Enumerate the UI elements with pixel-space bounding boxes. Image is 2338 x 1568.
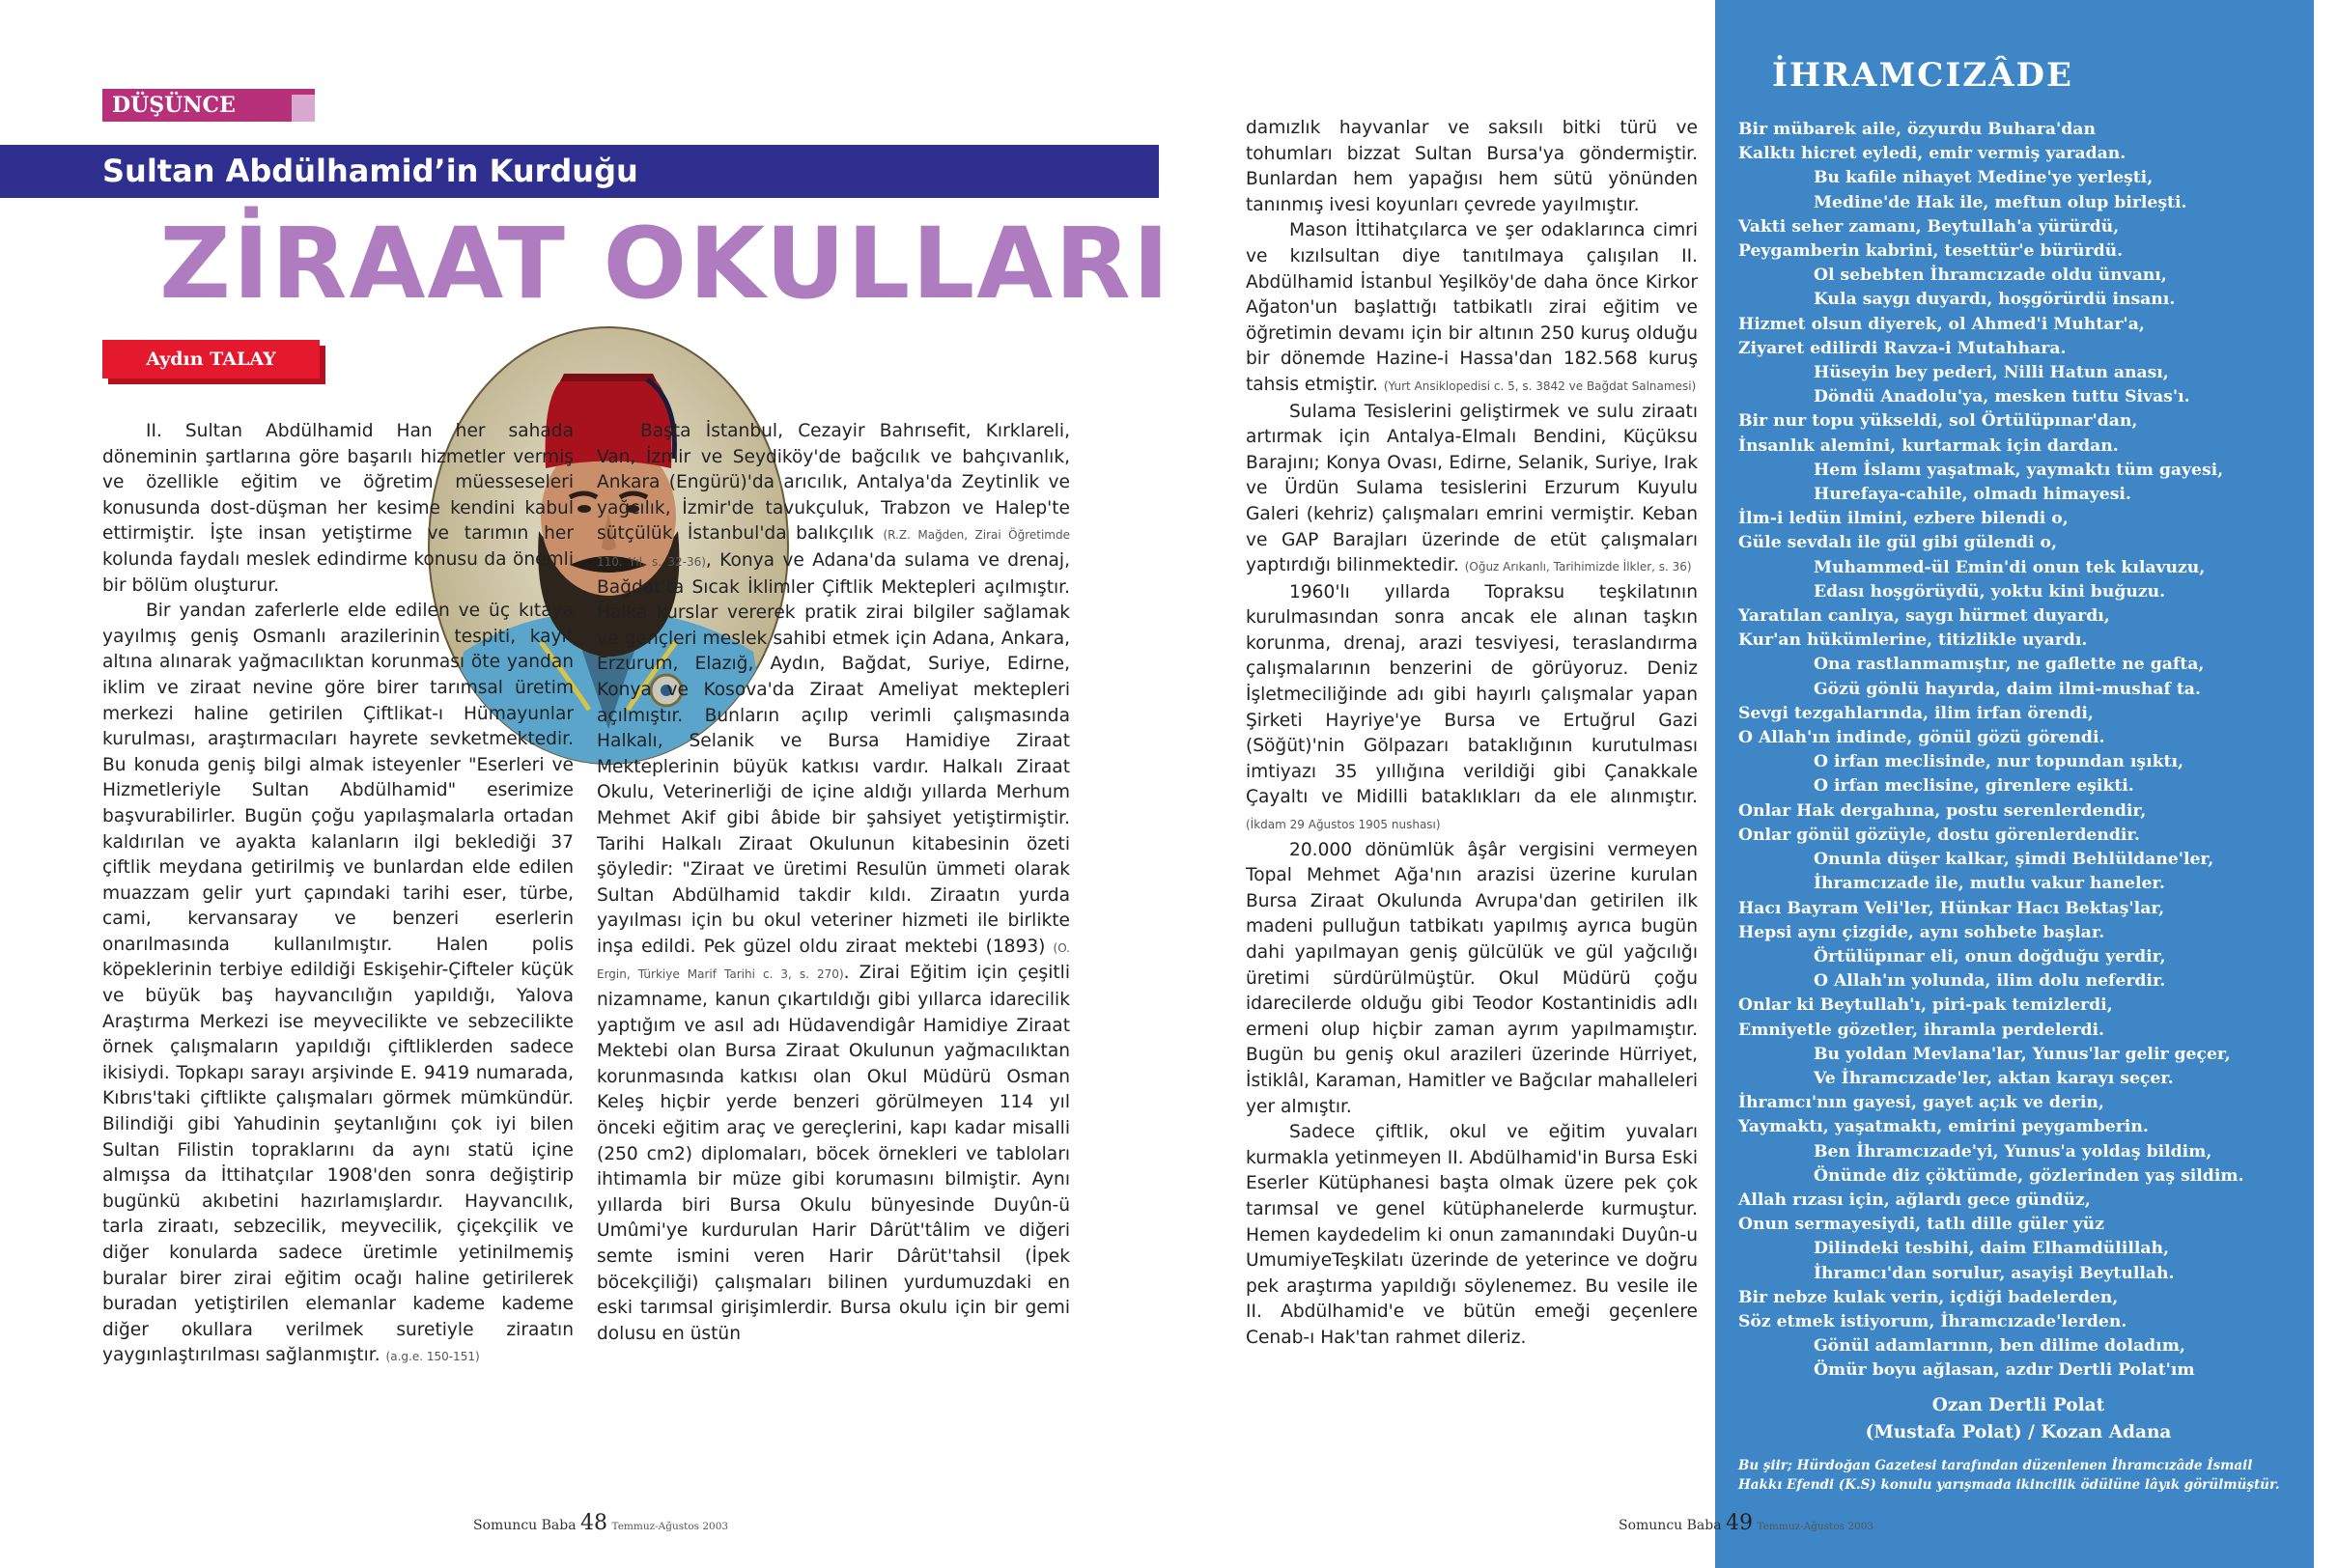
section-tag-accent <box>292 95 315 122</box>
poem-line: Ol sebebten İhramcızade oldu ünvanı, <box>1814 266 2167 286</box>
poem-line: Hüseyin bey pederi, Nilli Hatun anası, <box>1814 363 2169 383</box>
column-2 <box>597 419 1070 1347</box>
poem-line: O irfan meclisinde, nur topundan ışıktı, <box>1814 752 2183 772</box>
poem-line: İlm-i ledün ilmini, ezbere bilendi o, <box>1738 509 2069 529</box>
section-tag-label: DÜŞÜNCE <box>112 93 236 118</box>
poem-line: Önünde diz çöktümde, gözlerinden yaş sildim. <box>1814 1165 2244 1186</box>
col1-paragraph-2-text: Bir yandan zaferlerle elde edilen ve üç kıtaya yayılmış geniş Osmanlı arazilerinin tespiti, kayıt altına alınarak yağmacılıktan korunması öte yandan iklim ve ziraat nevine göre birer tarımsal üretim merkezi haline getirilen Çiftlikat-ı Hümayunlar kurulması, araştırmacıları hayrete sevketmektedir. Bu konuda geniş bilgi almak isteyenler "Eserleri ve Hizmetleriyle Sultan Abdülhamid" eserimize başvurabilirler. Bugün çoğu yapılaşmalarla ortadan kaldırılan ve ayakta kalanların ilgi beklediği 37 çiftlik meydana getirilmiş ve bunlardan elde edilen muazzam gelir yurt çapındaki tarihi eser, türbe, cami, kervansaray ve benzeri eserlerin onarılmasında kullanılmıştır. Halen polis köpeklerinin terbiye edildiği Eskişehir-Çifteler küçük ve büyük baş hayvancılığın yapıldığı, Yalova Araştırma Merkezi ise meyvecilikte ve sebzecilikte örnek çalışmaların yapıldığı çiftliklerden sadece ikisiydi. Topkapı sarayı arşivinde E. 9419 numarada, Kıbrıs'taki çiftlikte çalışmaları görmek mümkündür. Bilindiği gibi Yahudinin şeytanlığını çok iyi bilen Sultan Filistin topraklarını da aynı statü içine almışsa da İttihatçılar 1908'den sonra değiştirip bugünkü akıbetini hazırlamışlardır. Hayvancılık, tarla ziraatı, sebzecilik, meyvecilik, çiçekçilik ve diğer konularda sadece üretimle yetinilmemiş buralar birer zirai eğitim ocağı haline getirilerek buradan yetiştirilen elemanlar kademe kademe diğer okullara verilmek suretiyle ziraatın yaygınlaştırılması sağlanmıştır. <box>102 601 574 1366</box>
poem-line: Hurefaya-cahile, olmadı himayesi. <box>1814 485 2131 505</box>
poem-line: Ben İhramcızade'yi, Yunus'a yoldaş bildim, <box>1814 1141 2212 1162</box>
col2-citation-2: (O. Ergin, Türkiye Marif Tarihi c. 3, s. 270) <box>597 940 1070 982</box>
article-subtitle: Sultan Abdülhamid’in Kurduğu <box>102 153 638 189</box>
poem-line: O irfan meclisine, girenlere eşikti. <box>1814 776 2134 797</box>
poem-line: Kula saygı duyardı, hoşgörürdü insanı. <box>1814 290 2176 310</box>
left-page-number: 48 <box>580 1511 608 1535</box>
col2-paragraph <box>597 419 1070 1347</box>
poem-line: Yaymaktı, yaşatmaktı, emirini peygamberin. <box>1738 1117 2149 1137</box>
poem-line: Muhammed-ül Emin'di onun tek kılavuzu, <box>1814 557 2206 577</box>
col3-paragraph-6: Sadece çiftlik, okul ve eğitim yuvaları kurmakla yetinmeyen II. Abdülhamid'in Bursa Eski Eserler Kütüphanesi başta olmak üzere pek çok tarımsal ve genel kütüphanelerde kurmuştur. Hemen kaydedelim ki onun zamanındaki Duyûn-u UmumiyeTeşkilatı üzerinde de yeterince ve doğru pek araştırma yapıldığı söylenemez. Bu vesile ile II. Abdülhamid'e ve bütün emeği geçenlere Cenab-ı Hak'tan rahmet dileriz. <box>1246 1122 1698 1348</box>
poem-line: O Allah'ın yolunda, ilim dolu neferdir. <box>1814 971 2166 992</box>
poem-line: Vakti seher zamanı, Beytullah'a yürürdü, <box>1738 216 2120 237</box>
poem-line: Hepsi aynı çizgide, aynı sohbete başlar. <box>1738 922 2105 942</box>
col3-paragraph-2 <box>1246 218 1698 399</box>
poem-line: Hizmet olsun diyerek, ol Ahmed'i Muhtar'a, <box>1738 314 2145 334</box>
left-footer-magazine: Somuncu Baba <box>473 1518 577 1533</box>
poem-line: Onun sermayesiydi, tatlı dille güler yüz <box>1738 1215 2104 1235</box>
poem-line: Örtülüpınar eli, onun doğduğu yerdir, <box>1814 946 2166 966</box>
col3-paragraph-4 <box>1246 580 1698 838</box>
poem-line: Ömür boyu ağlasan, azdır Dertli Polat'ım <box>1814 1360 2195 1381</box>
col3-citation-2: (Oğuz Arıkanlı, Tarihimizde İlkler, s. 36) <box>1464 560 1692 574</box>
poem-line: Edası hoşgörüydü, yoktu kini buğuzu. <box>1814 581 2166 602</box>
col2-citation-1: (R.Z. Mağden, Zirai Öğretimde 110. Yıl, s. 32-36) <box>597 528 1070 569</box>
poet-name: Ozan Dertli Polat <box>1931 1395 2105 1415</box>
poem-line: Sevgi tezgahlarında, ilim irfan örendi, <box>1738 703 2094 723</box>
poem-line: Dilindeki tesbihi, daim Elhamdülillah, <box>1814 1239 2170 1259</box>
col3-citation-1: (Yurt Ansiklopedisi c. 5, s. 3842 ve Bağdat Salnamesi) <box>1383 378 1697 393</box>
col3-paragraph-4-text: 1960'lı yıllarda Topraksu teşkilatının kurulmasından sonra ancak ele alınan taşkın korunma, drenaj, arazi tesviyesi, teraslandırma çalışmalarının benzerini de görüyoruz. Deniz İşletmeciliğinde adı gibi hayırlı çalışmalar yapan Şirketi Hayriye'ye Bursa ve Ertuğrul Gazi (Söğüt)'nin Gölpazarı bataklığının kurutulması imtiyazı 35 yıllığına verildiği gibi Çanakkale Çayaltı ve Midilli bataklıkları da ele alınmıştır. <box>1246 581 1698 808</box>
poem-title: İHRAMCIZÂDE <box>1772 56 2073 95</box>
author-box <box>102 340 320 378</box>
poem-line: Peygamberin kabrini, tesettür'e bürürdü. <box>1738 241 2124 262</box>
poem-line: İhramcı'dan sorulur, asayişi Beytullah. <box>1814 1263 2175 1283</box>
poem-line: Ziyaret edilirdi Ravza-i Mutahhara. <box>1738 338 2067 358</box>
col3-paragraph-1: damızlık hayvanlar ve saksılı bitki türü ve tohumları bizzat Sultan Bursa'ya göndermiştir. Bunlardan hem yapağısı hem sütü yönünden tanınmış ivesi koyunları çevrede yayılmıştır. <box>1246 118 1698 215</box>
poet-info: (Mustafa Polat) / Kozan Adana <box>1865 1422 2172 1442</box>
col2-text-b: , Konya ve Adana'da sulama ve drenaj, Bağdat'ta Sıcak İklimler Çiftlik Mektepleri açılmıştır. Halka kurslar vererek pratik zirai bilgiler sağlamak ve gençleri meslek sahibi etmek için Adana, Ankara, Erzurum, Elazığ, Aydın, Bağdat, Suriye, Edirne, Konya ve Kosova'da Ziraat Ameliyat mektepleri açılmıştır. Bunların açılıp verimli çalışmasında Halkalı, Selanik ve Bursa Hamidiye Ziraat Mekteplerinin büyük katkısı vardır. Halkalı Ziraat Okulu, Veterinerliği de içine aldığı yıllarda Merhum Mehmet Akif gibi âbide bir şahsiyet yetiştirmiştir. Tarihi Halkalı Ziraat Okulunun kitabesinin özeti şöyledir: "Ziraat ve üretimi Resulün ümmeti olarak Sultan Abdülhamid takdir kıldı. Ziraatın yurda yayılması için bu okul veteriner hizmeti ile birlikte inşa edildi. Pek güzel oldu ziraat mektebi (1893) <box>597 549 1071 957</box>
author-name: Aydın TALAY <box>146 349 276 370</box>
poem-line: Onlar gönül gözüyle, dostu görenlerdendir. <box>1738 825 2140 845</box>
article-title: ZİRAAT OKULLARI <box>159 207 1171 322</box>
poem-line: Bir nur topu yükseldi, sol Örtülüpınar'dan, <box>1738 411 2138 432</box>
poem-line: Gönül adamlarının, ben dilime doladım, <box>1814 1336 2185 1357</box>
col1-citation: (a.g.e. 150-151) <box>385 1350 480 1364</box>
poem-line: İnsanlık alemini, kurtarmak için dardan. <box>1738 435 2119 456</box>
poem-line: Kur'an hükümlerine, titizlikle uyardı. <box>1738 630 2088 651</box>
poem-line: Bu kafile nihayet Medine'ye yerleşti, <box>1814 168 2154 188</box>
poem-line: Ve İhramcızade'ler, aktan karayı seçer. <box>1814 1068 2174 1088</box>
right-footer-magazine: Somuncu Baba <box>1619 1518 1722 1533</box>
left-footer-date: Temmuz-Ağustos 2003 <box>611 1521 729 1532</box>
poem-line: Yaratılan canlıya, saygı hürmet duyardı, <box>1738 606 2110 627</box>
poem-line: Söz etmek istiyorum, İhramcızade'lerden. <box>1738 1311 2127 1331</box>
poem-line: İhramcı'nın gayesi, gayet açık ve derin, <box>1738 1093 2104 1113</box>
right-footer-date: Temmuz-Ağustos 2003 <box>1757 1521 1874 1532</box>
col1-paragraph-1: II. Sultan Abdülhamid Han her sahada döneminin şartlarına göre başarılı hizmetler vermiş ve özellikle eğitim ve öğretim müesseseleri konusunda dost-düşman her kesime kendini kabul ettirmiştir. İşte insan yetiştirme ve tarımın her kolunda faydalı meslek edindirme konusu da önemli bir bölüm oluşturur. <box>102 421 574 596</box>
col3-paragraph-3 <box>1246 400 1698 580</box>
column-3 <box>1246 116 1698 1352</box>
col3-paragraph-5: 20.000 dönümlük âşâr vergisini vermeyen Topal Mehmet Ağa'nın arazisi üzerine kurulan Bursa Ziraat Okulunda Avrupa'dan getirilen ilk madeni pulluğun tatbikatı yapılmış ayrıca bugün dahi yapılmayan geniş gülcülük ve gül yağcılığı üretimi sürdürülmüştür. Okul Müdürü çoğu idarecilerde olduğu gibi Teodor Kostantinidis adlı ermeni olup hiçbir zaman ayrım yapılmamıştır. Bugün bu geniş okul arazileri üzerinde Hürriyet, İstiklâl, Karaman, Hamitler ve Bağcılar mahalleleri yer almıştır. <box>1246 839 1698 1117</box>
poem-line: Onlar ki Beytullah'ı, piri-pak temizlerdi, <box>1738 995 2113 1016</box>
poem-line: Döndü Anadolu'ya, mesken tuttu Sivas'ı. <box>1814 387 2190 407</box>
col2-text-a: Başta İstanbul, Cezayir Bahrısefit, Kırklareli, Van, İzmir ve Seydiköy'de bağcılık ve bahçıvanlık, Ankara (Engürü)'da arıcılık, Antalya'da Zeytinlik ve yağcılık, İzmir'de tavukçuluk, Trabzon ve Halep'te sütçülük, İstanbul'da balıkçılık <box>597 421 1070 545</box>
right-footer <box>1619 1511 1873 1535</box>
poem-line: Allah rızası için, ağlardı gece gündüz, <box>1738 1190 2091 1210</box>
col2-text-c: . Zirai Eğitim için çeşitli nizamname, kanun çıkartıldığı gibi yıllarca idarecilik yaptığım ve asıl adı Hüdavendigâr Hamidiye Ziraat Mektebi olan Bursa Ziraat Okulunun yağmacılıktan korunmasında katkısı olan Okul Müdürü Osman Keleş hiçbir yerde benzeri görülmeyen 114 yıl önceki eğitim araç ve gereçlerini, kapı kadar misalli (250 cm2) diplomaları, böcek örnekleri ve tabloları ihtimamla bir müze gibi korumasını bilmiştir. Aynı yıllarda biri Bursa Okulu bünyesinde Duyûn-ü Umûmi'ye kurdurulan Harir Dârüt'tâlim ve diğeri semte ismini veren Harir Dârüt'tahsil (İpek böcekçiliği) çalışmaları bilinen yurdumuzdaki en eski tarımsal girişimlerdir. Bursa okulu için bir gemi dolusu en üstün <box>597 963 1070 1344</box>
poem-line: Bu yoldan Mevlana'lar, Yunus'lar gelir geçer, <box>1814 1044 2231 1064</box>
col1-paragraph-2 <box>102 599 574 1370</box>
poem-line: Medine'de Hak ile, meftun olup birleşti. <box>1814 192 2187 212</box>
poem-line: Ona rastlanmamıştır, ne gaflette ne gafta, <box>1814 655 2205 675</box>
poem-line: O Allah'ın indinde, gönül gözü görendi. <box>1738 728 2105 748</box>
poem-line: Güle sevdalı ile gül gibi gülendi o, <box>1738 533 2057 553</box>
col3-citation-3: (İkdam 29 Ağustos 1905 nushası) <box>1246 818 1441 832</box>
poem-line: Emniyetle gözetler, ihramla perdelerdi. <box>1738 1020 2105 1040</box>
poem-body <box>1738 118 2298 1384</box>
col3-paragraph-3-text: Sulama Tesislerini geliştirmek ve sulu ziraatı artırmak için Antalya-Elmalı Bendini, Küçüksu Barajını; Konya Ovası, Edirne, Selanik, Suriye, Irak ve Ürdün Sulama tesislerini Erzurum Kuyulu Galeri (kehriz) çalışmaları emrini vermiştir. Keban ve GAP Barajları üzerinde de etüt çalışmaları yaptırdığı bilinmektedir. <box>1246 401 1698 576</box>
col3-paragraph-2-text: Mason İttihatçılarca ve şer odaklarınca cimri ve kızılsultan diye tanıtılmaya çalışılan II. Abdülhamid İstanbul Yeşilköy'de daha önce Kirkor Ağaton'un başlattığı tatbikatlı zirai eğitim ve öğretimin devamı için bir altının 250 kuruş olduğu bir dönemde Hazine-i Hassa'dan 182.568 kuruş tahsis etmiştir. <box>1246 220 1698 395</box>
poem-line: Hem İslamı yaşatmak, yaymaktı tüm gayesi, <box>1814 460 2224 480</box>
poem-line: Kalktı hicret eyledi, emir vermiş yaradan. <box>1738 144 2127 164</box>
section-tag <box>102 89 315 122</box>
left-footer <box>473 1511 728 1535</box>
poem-line: Onlar Hak dergahına, postu serenlerdendir, <box>1738 800 2147 821</box>
poem-line: Hacı Bayram Veli'ler, Hünkar Hacı Bektaş'lar, <box>1738 898 2165 918</box>
poem-line: İhramcızade ile, mutlu vakur haneler. <box>1814 874 2165 894</box>
column-1 <box>102 419 574 1370</box>
poem-line: Onunla düşer kalkar, şimdi Behlüldane'ler, <box>1814 850 2214 870</box>
poem-line: Bir mübarek aile, özyurdu Buhara'dan <box>1738 120 2096 139</box>
poem-line: Bir nebze kulak verin, içdiği badelerden, <box>1738 1287 2119 1307</box>
poem-author <box>1738 1392 2298 1446</box>
poem-line: Gözü gönlü hayırda, daim ilmi-mushaf ta. <box>1814 679 2201 699</box>
right-page-number: 49 <box>1726 1511 1754 1535</box>
poem-award-note: Bu şiir; Hürdoğan Gazetesi tarafından düzenlenen İhramcızâde İsmail Hakkı Efendi (K.S) konulu yarışmada ikincilik ödülüne lâyık görülmüştür. <box>1738 1458 2280 1493</box>
